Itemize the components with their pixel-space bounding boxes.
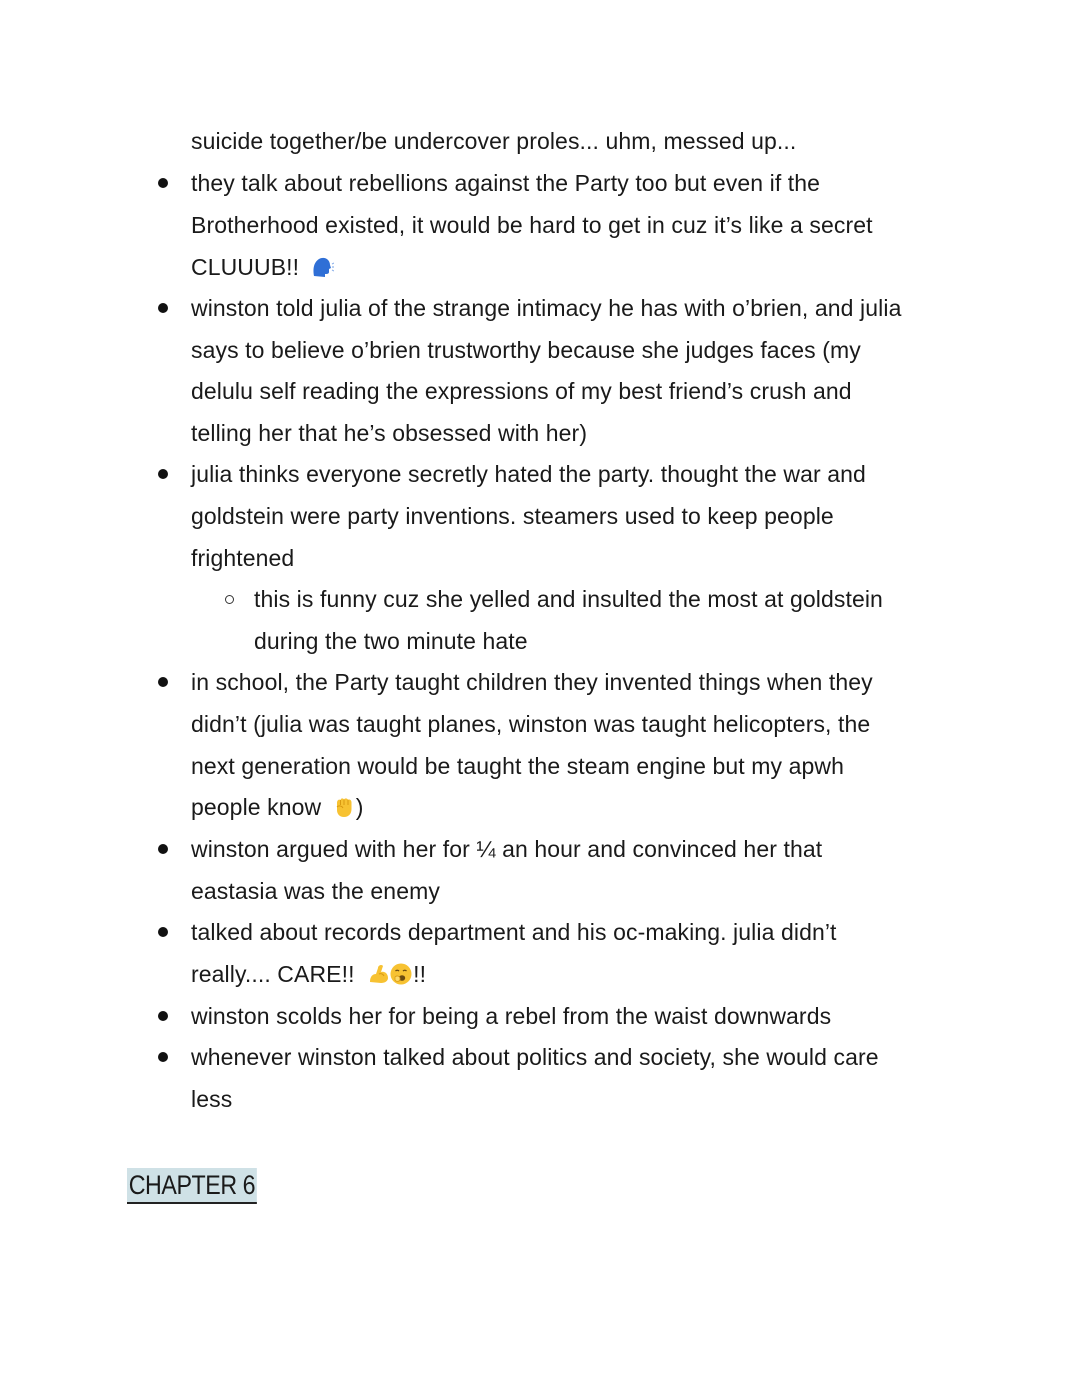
list-item-line: winston scolds her for being a rebel from the waist downwards — [191, 1003, 832, 1029]
bullet-dot — [158, 927, 168, 937]
list-item-line: whenever winston talked about politics and society, she would care — [191, 1044, 879, 1070]
list-item-line: Brotherhood existed, it would be hard to get in cuz it’s like a secret — [191, 212, 873, 238]
list-item-line: less — [191, 1086, 233, 1112]
list-item-line: julia thinks everyone secretly hated the party. thought the war and — [191, 461, 866, 487]
list-item-line: goldstein were party inventions. steamers used to keep people — [191, 503, 834, 529]
yawning-face-icon — [389, 962, 413, 986]
list-item-line: talked about records department and his oc-making. julia didn’t — [191, 919, 837, 945]
list-item-line — [191, 959, 426, 989]
list-item-line: says to believe o’brien trustworthy because she judges faces (my — [191, 337, 861, 363]
sub-list-item-line: during the two minute hate — [254, 628, 528, 654]
bullet-dot — [158, 1011, 168, 1021]
list-item-text: CLUUUB!! — [191, 254, 300, 280]
bullet-dot — [158, 178, 168, 188]
list-item-line: in school, the Party taught children they invented things when they — [191, 669, 873, 695]
list-item-line: winston argued with her for ¼ an hour and convinced her that — [191, 836, 823, 862]
bullet-dot — [158, 1052, 168, 1062]
bullet-dot — [158, 677, 168, 687]
list-item-line: didn’t (julia was taught planes, winston was taught helicopters, the — [191, 711, 871, 737]
bullet-dot — [158, 303, 168, 313]
flexed-biceps-icon — [367, 962, 391, 986]
chapter-heading: CHAPTER 6 — [127, 1168, 257, 1204]
list-item-suffix: ) — [355, 794, 364, 820]
list-item-line: telling her that he’s obsessed with her) — [191, 420, 588, 446]
sub-list-item-line: this is funny cuz she yelled and insulted the most at goldstein — [254, 586, 883, 612]
continuation-line: suicide together/be undercover proles... uhm, messed up... — [191, 128, 797, 154]
list-item-line: next generation would be taught the steam engine but my apwh — [191, 753, 844, 779]
sub-bullet-circle — [225, 595, 234, 604]
list-item-line: frightened — [191, 545, 295, 571]
speaking-head-icon — [310, 255, 334, 279]
list-item-suffix: !! — [413, 961, 427, 987]
list-item-line: delulu self reading the expressions of my best friend’s crush and — [191, 378, 852, 404]
list-item-line: winston told julia of the strange intimacy he has with o’brien, and julia — [191, 295, 902, 321]
bullet-dot — [158, 469, 168, 479]
list-item-line — [191, 252, 334, 282]
raised-fist-icon — [332, 795, 356, 819]
bullet-dot — [158, 844, 168, 854]
list-item-line — [191, 792, 364, 822]
list-item-line: eastasia was the enemy — [191, 878, 440, 904]
list-item-text: people know — [191, 794, 322, 820]
list-item-text: really.... CARE!! — [191, 961, 355, 987]
list-item-line: they talk about rebellions against the Party too but even if the — [191, 170, 821, 196]
